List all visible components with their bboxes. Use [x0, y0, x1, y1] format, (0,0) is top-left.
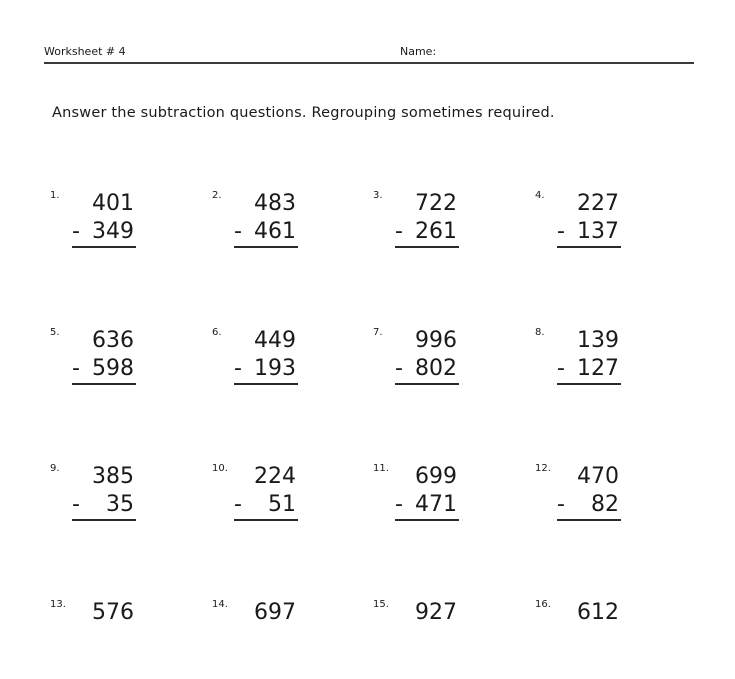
subtrahend: 193 — [254, 356, 296, 381]
subtrahend: 471 — [415, 492, 457, 517]
minus-sign: - — [234, 356, 242, 381]
answer-line — [395, 519, 459, 521]
answer-line — [234, 383, 298, 385]
minuend: 401 — [92, 191, 134, 216]
minuend: 722 — [415, 191, 457, 216]
minus-sign: - — [234, 492, 242, 517]
worksheet-title: Worksheet # 4 — [44, 45, 126, 58]
minuend: 612 — [577, 600, 619, 625]
problem — [373, 599, 483, 679]
problem-number: 16. — [535, 599, 551, 610]
problem — [50, 190, 160, 270]
minus-sign: - — [557, 219, 565, 244]
answer-line — [72, 519, 136, 521]
minus-sign: - — [395, 356, 403, 381]
problem-number: 11. — [373, 463, 389, 474]
subtrahend: 82 — [591, 492, 619, 517]
answer-line — [72, 383, 136, 385]
minuend: 227 — [577, 191, 619, 216]
minuend: 224 — [254, 464, 296, 489]
minus-sign: - — [557, 356, 565, 381]
problem-number: 14. — [212, 599, 228, 610]
answer-line — [234, 246, 298, 248]
problem-number: 1. — [50, 190, 60, 201]
problem — [50, 463, 160, 543]
minuend: 483 — [254, 191, 296, 216]
problem — [535, 190, 645, 270]
problem-number: 5. — [50, 327, 60, 338]
subtrahend: 127 — [577, 356, 619, 381]
minuend: 576 — [92, 600, 134, 625]
subtrahend: 598 — [92, 356, 134, 381]
minuend: 996 — [415, 328, 457, 353]
minus-sign: - — [395, 492, 403, 517]
subtrahend: 261 — [415, 219, 457, 244]
problem — [535, 599, 645, 679]
minuend: 697 — [254, 600, 296, 625]
subtrahend: 802 — [415, 356, 457, 381]
minuend: 636 — [92, 328, 134, 353]
minus-sign: - — [234, 219, 242, 244]
subtrahend: 35 — [106, 492, 134, 517]
problem — [373, 190, 483, 270]
minuend: 470 — [577, 464, 619, 489]
problem-number: 7. — [373, 327, 383, 338]
answer-line — [557, 383, 621, 385]
minuend: 699 — [415, 464, 457, 489]
problem-number: 4. — [535, 190, 545, 201]
answer-line — [234, 519, 298, 521]
problem — [535, 327, 645, 407]
problem — [212, 190, 322, 270]
problem-number: 13. — [50, 599, 66, 610]
problem-number: 2. — [212, 190, 222, 201]
problem — [535, 463, 645, 543]
problem — [50, 327, 160, 407]
minuend: 449 — [254, 328, 296, 353]
problem-number: 12. — [535, 463, 551, 474]
name-label: Name: — [400, 45, 437, 58]
subtrahend: 349 — [92, 219, 134, 244]
problem — [50, 599, 160, 679]
subtrahend: 461 — [254, 219, 296, 244]
problem-number: 9. — [50, 463, 60, 474]
minus-sign: - — [72, 492, 80, 517]
subtrahend: 51 — [268, 492, 296, 517]
minus-sign: - — [72, 219, 80, 244]
problem-number: 3. — [373, 190, 383, 201]
problem — [212, 599, 322, 679]
subtrahend: 137 — [577, 219, 619, 244]
answer-line — [557, 519, 621, 521]
problem — [212, 327, 322, 407]
worksheet-header — [44, 44, 694, 64]
minus-sign: - — [557, 492, 565, 517]
answer-line — [72, 246, 136, 248]
minuend: 385 — [92, 464, 134, 489]
problem-number: 6. — [212, 327, 222, 338]
problem — [373, 463, 483, 543]
minus-sign: - — [72, 356, 80, 381]
problem-number: 15. — [373, 599, 389, 610]
answer-line — [395, 383, 459, 385]
minus-sign: - — [395, 219, 403, 244]
minuend: 139 — [577, 328, 619, 353]
minuend: 927 — [415, 600, 457, 625]
problem-number: 10. — [212, 463, 228, 474]
problem — [212, 463, 322, 543]
problem — [373, 327, 483, 407]
answer-line — [395, 246, 459, 248]
answer-line — [557, 246, 621, 248]
instructions: Answer the subtraction questions. Regrouping sometimes required. — [52, 105, 555, 121]
problem-number: 8. — [535, 327, 545, 338]
